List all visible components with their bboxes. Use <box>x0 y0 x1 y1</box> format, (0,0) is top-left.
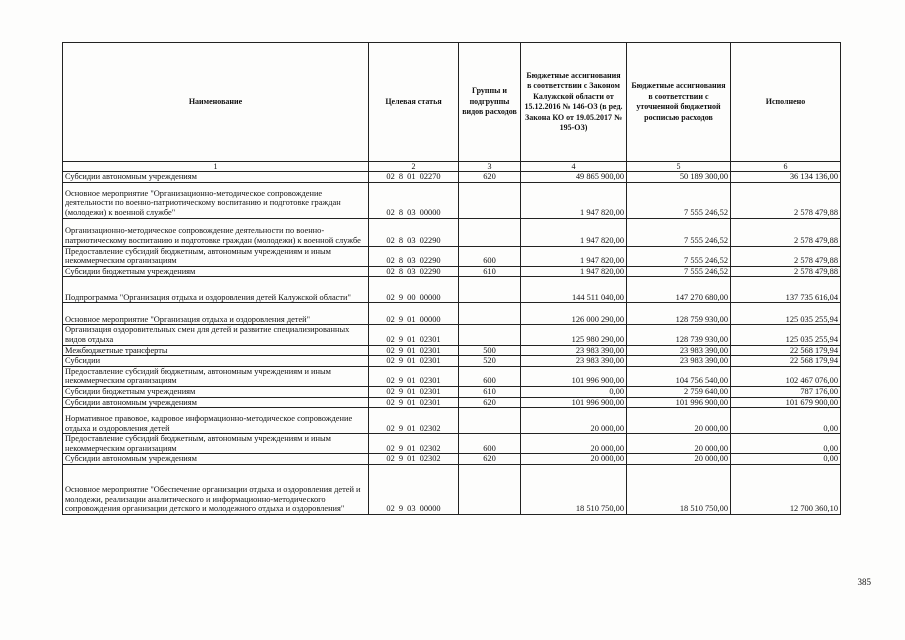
row-target-article: 02 9 01 02302 <box>369 434 459 454</box>
row-expense-group <box>459 218 521 246</box>
row-executed-amount: 2 578 479,88 <box>731 182 841 218</box>
row-refined-amount: 7 555 246,52 <box>627 218 731 246</box>
row-target-article: 02 9 01 02301 <box>369 356 459 367</box>
row-refined-amount: 7 555 246,52 <box>627 266 731 277</box>
row-name: Субсидии автономным учреждениям <box>63 454 369 465</box>
header-law-allocations: Бюджетные ассигнования в соответствии с Законом Калужской области от 15.12.2016 № 146-ОЗ (в ред. Закона КО от 19.05.2017 № 195-ОЗ) <box>521 43 627 162</box>
row-executed-amount: 2 578 479,88 <box>731 266 841 277</box>
row-target-article: 02 9 01 02302 <box>369 408 459 434</box>
column-number: 6 <box>731 162 841 172</box>
row-name: Основное мероприятие "Организация отдыха и оздоровления детей" <box>63 303 369 325</box>
row-refined-amount: 128 739 930,00 <box>627 325 731 345</box>
header-target-article: Целевая статья <box>369 43 459 162</box>
row-target-article: 02 8 03 00000 <box>369 182 459 218</box>
table-row <box>63 172 841 183</box>
row-executed-amount: 101 679 900,00 <box>731 397 841 408</box>
row-executed-amount: 2 578 479,88 <box>731 218 841 246</box>
row-expense-group: 620 <box>459 454 521 465</box>
row-law-amount: 49 865 900,00 <box>521 172 627 183</box>
row-name: Субсидии бюджетным учреждениям <box>63 266 369 277</box>
row-expense-group <box>459 408 521 434</box>
row-law-amount: 0,00 <box>521 386 627 397</box>
row-target-article: 02 9 01 02301 <box>369 366 459 386</box>
row-executed-amount: 0,00 <box>731 434 841 454</box>
page-number: 385 <box>857 577 871 587</box>
row-expense-group <box>459 303 521 325</box>
row-target-article: 02 8 03 02290 <box>369 266 459 277</box>
row-target-article: 02 9 03 00000 <box>369 464 459 514</box>
row-law-amount: 1 947 820,00 <box>521 218 627 246</box>
table-header-row <box>63 43 841 162</box>
row-target-article: 02 9 01 02301 <box>369 325 459 345</box>
row-target-article: 02 9 01 02301 <box>369 386 459 397</box>
row-name: Подпрограмма "Организация отдыха и оздоровления детей Калужской области" <box>63 277 369 303</box>
row-refined-amount: 7 555 246,52 <box>627 182 731 218</box>
row-executed-amount: 22 568 179,94 <box>731 345 841 356</box>
row-refined-amount: 18 510 750,00 <box>627 464 731 514</box>
table-row <box>63 325 841 345</box>
row-law-amount: 101 996 900,00 <box>521 366 627 386</box>
row-law-amount: 101 996 900,00 <box>521 397 627 408</box>
header-name: Наименование <box>63 43 369 162</box>
row-expense-group: 520 <box>459 356 521 367</box>
row-law-amount: 125 980 290,00 <box>521 325 627 345</box>
row-executed-amount: 125 035 255,94 <box>731 303 841 325</box>
row-target-article: 02 9 01 02301 <box>369 345 459 356</box>
row-target-article: 02 8 01 02270 <box>369 172 459 183</box>
row-expense-group: 600 <box>459 246 521 266</box>
row-name: Предоставление субсидий бюджетным, автономным учреждениям и иным некоммерческим организациям <box>63 246 369 266</box>
row-refined-amount: 101 996 900,00 <box>627 397 731 408</box>
table-row <box>63 218 841 246</box>
table-row <box>63 434 841 454</box>
column-number: 2 <box>369 162 459 172</box>
row-law-amount: 1 947 820,00 <box>521 182 627 218</box>
header-expense-groups: Группы и подгруппы видов расходов <box>459 43 521 162</box>
row-refined-amount: 23 983 390,00 <box>627 356 731 367</box>
row-target-article: 02 8 03 02290 <box>369 246 459 266</box>
budget-table <box>62 42 841 515</box>
row-expense-group: 610 <box>459 266 521 277</box>
row-refined-amount: 23 983 390,00 <box>627 345 731 356</box>
row-name: Субсидии автономным учреждениям <box>63 172 369 183</box>
table-row <box>63 408 841 434</box>
row-executed-amount: 0,00 <box>731 408 841 434</box>
row-name: Предоставление субсидий бюджетным, автономным учреждениям и иным некоммерческим организациям <box>63 366 369 386</box>
row-target-article: 02 9 01 02301 <box>369 397 459 408</box>
row-executed-amount: 125 035 255,94 <box>731 325 841 345</box>
row-expense-group: 610 <box>459 386 521 397</box>
table-row <box>63 356 841 367</box>
row-name: Субсидии бюджетным учреждениям <box>63 386 369 397</box>
row-executed-amount: 2 578 479,88 <box>731 246 841 266</box>
column-number: 4 <box>521 162 627 172</box>
row-expense-group <box>459 182 521 218</box>
row-expense-group: 620 <box>459 172 521 183</box>
row-law-amount: 20 000,00 <box>521 454 627 465</box>
row-executed-amount: 137 735 616,04 <box>731 277 841 303</box>
table-row <box>63 277 841 303</box>
row-law-amount: 23 983 390,00 <box>521 345 627 356</box>
row-name: Нормативное правовое, кадровое информационно-методическое сопровождение отдыха и оздоровления детей <box>63 408 369 434</box>
table-row <box>63 345 841 356</box>
table-body <box>63 172 841 515</box>
row-expense-group: 500 <box>459 345 521 356</box>
header-executed: Исполнено <box>731 43 841 162</box>
row-expense-group <box>459 464 521 514</box>
row-law-amount: 144 511 040,00 <box>521 277 627 303</box>
row-expense-group <box>459 277 521 303</box>
row-refined-amount: 20 000,00 <box>627 454 731 465</box>
row-refined-amount: 20 000,00 <box>627 434 731 454</box>
row-expense-group <box>459 325 521 345</box>
row-refined-amount: 50 189 300,00 <box>627 172 731 183</box>
table-row <box>63 464 841 514</box>
row-refined-amount: 7 555 246,52 <box>627 246 731 266</box>
table-row <box>63 182 841 218</box>
row-executed-amount: 36 134 136,00 <box>731 172 841 183</box>
row-name: Основное мероприятие "Организационно-методическое сопровождение деятельности по военно-патриотическому воспитанию и подготовке граждан (молодежи) к военной службе" <box>63 182 369 218</box>
row-executed-amount: 22 568 179,94 <box>731 356 841 367</box>
row-refined-amount: 2 759 640,00 <box>627 386 731 397</box>
row-refined-amount: 128 759 930,00 <box>627 303 731 325</box>
header-refined-allocations: Бюджетные ассигнования в соответствии с уточненной бюджетной росписью расходов <box>627 43 731 162</box>
column-number-row <box>63 162 841 172</box>
row-name: Организация оздоровительных смен для детей и развитие специализированных видов отдыха <box>63 325 369 345</box>
row-executed-amount: 0,00 <box>731 454 841 465</box>
row-target-article: 02 9 00 00000 <box>369 277 459 303</box>
row-name: Межбюджетные трансферты <box>63 345 369 356</box>
row-expense-group: 600 <box>459 434 521 454</box>
row-executed-amount: 102 467 076,00 <box>731 366 841 386</box>
table-row <box>63 454 841 465</box>
row-name: Субсидии <box>63 356 369 367</box>
row-target-article: 02 9 01 02302 <box>369 454 459 465</box>
row-refined-amount: 147 270 680,00 <box>627 277 731 303</box>
row-law-amount: 126 000 290,00 <box>521 303 627 325</box>
row-name: Организационно-методическое сопровождение деятельности по военно-патриотическому воспитанию и подготовке граждан (молодежи) к военной службе <box>63 218 369 246</box>
row-name: Основное мероприятие "Обеспечение организации отдыха и оздоровления детей и молодежи, реализации аналитического и информационно-методического сопровождения организации детского и молодежного отдыха и оздоровления" <box>63 464 369 514</box>
row-expense-group: 600 <box>459 366 521 386</box>
row-executed-amount: 787 176,00 <box>731 386 841 397</box>
table-row <box>63 303 841 325</box>
table-row <box>63 266 841 277</box>
column-number: 5 <box>627 162 731 172</box>
row-target-article: 02 8 03 02290 <box>369 218 459 246</box>
row-law-amount: 20 000,00 <box>521 434 627 454</box>
table-row <box>63 246 841 266</box>
row-expense-group: 620 <box>459 397 521 408</box>
row-refined-amount: 20 000,00 <box>627 408 731 434</box>
table-row <box>63 366 841 386</box>
row-name: Субсидии автономным учреждениям <box>63 397 369 408</box>
row-target-article: 02 9 01 00000 <box>369 303 459 325</box>
row-law-amount: 20 000,00 <box>521 408 627 434</box>
row-executed-amount: 12 700 360,10 <box>731 464 841 514</box>
table-row <box>63 397 841 408</box>
row-refined-amount: 104 756 540,00 <box>627 366 731 386</box>
column-number: 3 <box>459 162 521 172</box>
table-row <box>63 386 841 397</box>
row-law-amount: 18 510 750,00 <box>521 464 627 514</box>
row-name: Предоставление субсидий бюджетным, автономным учреждениям и иным некоммерческим организациям <box>63 434 369 454</box>
row-law-amount: 1 947 820,00 <box>521 246 627 266</box>
row-law-amount: 23 983 390,00 <box>521 356 627 367</box>
column-number: 1 <box>63 162 369 172</box>
row-law-amount: 1 947 820,00 <box>521 266 627 277</box>
